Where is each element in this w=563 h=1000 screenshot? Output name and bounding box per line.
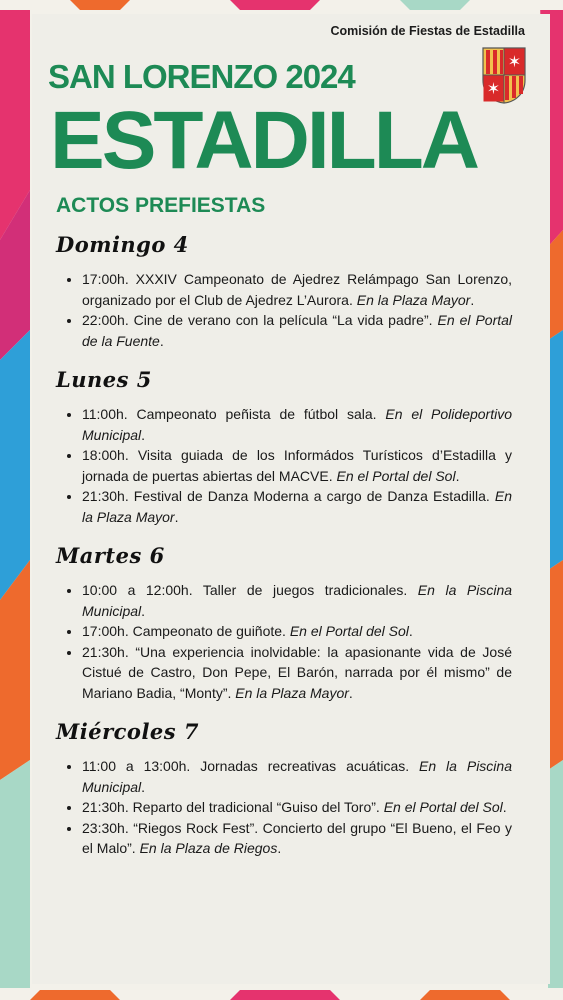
- event-list: [56, 580, 512, 703]
- event-item: • 11:00 a 13:00h. Jornadas recreativas acuáticas. En la Piscina Municipal.: [82, 756, 512, 797]
- day-heading: Domingo 4: [56, 232, 189, 257]
- event-list: [56, 269, 512, 351]
- event-item: • 11:00h. Campeonato peñista de fútbol sala. En el Polideportivo Municipal.: [82, 404, 512, 445]
- day-heading: Lunes 5: [56, 367, 152, 392]
- event-list: [56, 404, 512, 527]
- event-item: • 21:30h. Festival de Danza Moderna a cargo de Danza Estadilla. En la Plaza Mayor.: [82, 486, 512, 527]
- event-item: • 18:00h. Visita guiada de los Informádos Turísticos d’Estadilla y jornada de puertas abiertas del MACVE. En el Portal del Sol.: [82, 445, 512, 486]
- event-item: • 10:00 a 12:00h. Taller de juegos tradicionales. En la Piscina Municipal.: [82, 580, 512, 621]
- event-item: • 22:00h. Cine de verano con la película “La vida padre”. En el Portal de la Fuente.: [82, 310, 512, 351]
- day-heading: Miércoles 7: [56, 719, 200, 744]
- day-heading: Martes 6: [56, 543, 165, 568]
- event-item: • 17:00h. Campeonato de guiñote. En el Portal del Sol.: [82, 621, 512, 642]
- organization-name: Comisión de Fiestas de Estadilla: [330, 24, 525, 38]
- coat-of-arms-icon: [481, 46, 527, 104]
- svg-text:✶: ✶: [486, 79, 501, 98]
- program-list: [56, 232, 512, 875]
- svg-text:✶: ✶: [507, 52, 522, 71]
- event-item: • 21:30h. “Una experiencia inolvidable: la apasionante vida de José Cistué de Castro, Don Pepe, El Barón, narrada por él mismo” de Mariano Badia, “Monty”. En la Plaza Mayor.: [82, 642, 512, 704]
- event-list: [56, 756, 512, 859]
- event-title: SAN LORENZO 2024: [48, 58, 355, 95]
- section-subtitle: ACTOS PREFIESTAS: [56, 194, 266, 217]
- event-item: • 21:30h. Reparto del tradicional “Guiso del Toro”. En el Portal del Sol.: [82, 797, 512, 818]
- event-item: • 17:00h. XXXIV Campeonato de Ajedrez Relámpago San Lorenzo, organizado por el Club de Ajedrez L’Aurora. En la Plaza Mayor.: [82, 269, 512, 310]
- event-item: • 23:30h. “Riegos Rock Fest”. Concierto del grupo “El Bueno, el Feo y el Malo”. En la Plaza de Riegos.: [82, 818, 512, 859]
- town-title: ESTADILLA: [50, 95, 478, 186]
